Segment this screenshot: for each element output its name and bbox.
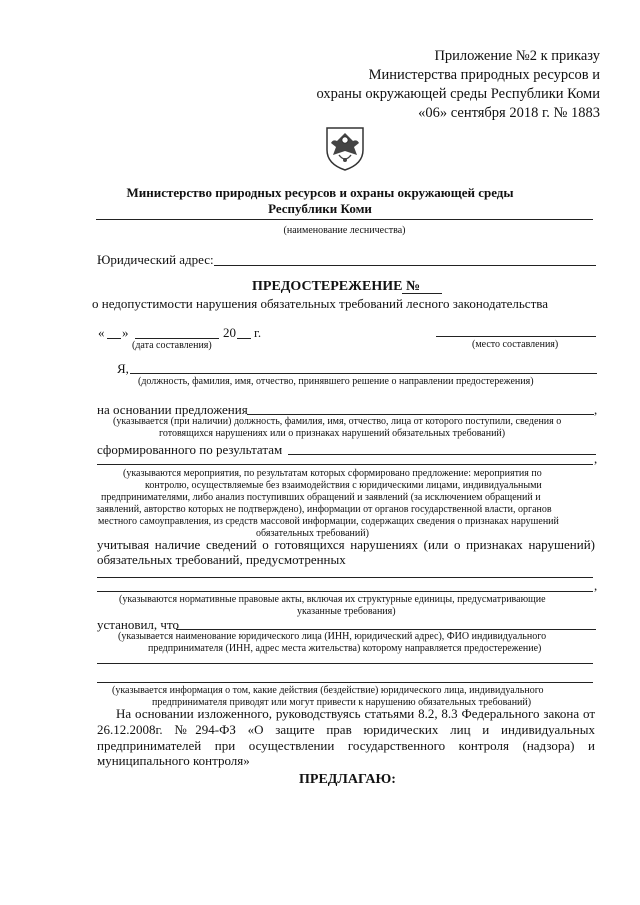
basis-paragraph-line-1: На основании изложенного, руководствуясь статьями 8.2, 8.3 Федерального закона от bbox=[116, 706, 595, 721]
ministry-name-line-2: Республики Коми bbox=[268, 201, 372, 216]
measures-caption-line-4: заявлений, авторство которых не подтверждено), информации от органов государственной власти, органов bbox=[96, 504, 552, 515]
appendix-line-1: Приложение №2 к приказу bbox=[434, 48, 600, 64]
measures-caption-line-2: контролю, осуществляемые без взаимодействия с юридическими лицами, индивидуальными bbox=[145, 480, 542, 491]
measures-caption-line-3: предпринимателями, либо анализ поступивших обращений и заявлений (за исключением обращений и bbox=[101, 492, 541, 503]
formed-label: сформированного по результатам bbox=[97, 442, 283, 457]
acts-caption-line-1: (указываются нормативные правовые акты, включая их структурные единицы, предусматривающие bbox=[119, 594, 546, 605]
entity-field[interactable] bbox=[176, 629, 596, 630]
basis-comma: , bbox=[594, 402, 598, 417]
actions-field-1[interactable] bbox=[97, 663, 593, 664]
formed-field-2[interactable] bbox=[97, 464, 593, 465]
appendix-line-4: «06» сентября 2018 г. № 1883 bbox=[418, 105, 600, 121]
formed-comma: , bbox=[594, 451, 598, 466]
legal-address-label: Юридический адрес: bbox=[97, 252, 214, 267]
acts-field-2[interactable] bbox=[97, 591, 593, 592]
entity-caption-line-1: (указывается наименование юридического лица (ИНН, юридический адрес), ФИО индивидуального bbox=[118, 631, 547, 642]
date-year-prefix: 20 bbox=[223, 325, 236, 340]
actions-caption-line-2: предпринимателя приводят или могут привести к нарушению обязательных требований) bbox=[152, 697, 532, 708]
basis-field[interactable] bbox=[247, 414, 594, 415]
basis-label: на основании предложения bbox=[97, 402, 248, 417]
i-label: Я, bbox=[117, 361, 129, 376]
date-year-field[interactable] bbox=[237, 338, 251, 339]
date-caption: (дата составления) bbox=[132, 340, 212, 351]
basis-paragraph-line-2: 26.12.2008г. №294-ФЗ «О защите прав юридических лиц и индивидуальных bbox=[97, 722, 595, 737]
forestry-caption: (наименование лесничества) bbox=[283, 225, 406, 236]
basis-paragraph-line-3: предпринимателей при осуществлении государственного контроля (надзора) и bbox=[97, 738, 595, 753]
measures-caption-line-5: местного самоуправления, из средств массовой информации, содержащих сведения о признаках нарушений bbox=[98, 516, 559, 527]
entity-caption-line-2: предпринимателя (ИНН, адрес места жительства) которому направляется предостережение) bbox=[148, 643, 542, 654]
forestry-name-line bbox=[96, 219, 593, 220]
komi-republic-coat-of-arms-icon bbox=[322, 124, 368, 172]
considering-line-2: обязательных требований, предусмотренных bbox=[97, 552, 346, 567]
date-close-quote: » bbox=[122, 325, 129, 340]
formed-field-1[interactable] bbox=[288, 454, 596, 455]
propose-heading: ПРЕДЛАГАЮ: bbox=[299, 772, 396, 787]
date-day-field[interactable] bbox=[107, 338, 121, 339]
date-year-suffix: г. bbox=[254, 325, 262, 340]
established-label: установил, что bbox=[97, 617, 179, 632]
official-caption: (должность, фамилия, имя, отчество, принявшего решение о направлении предостережения) bbox=[138, 376, 534, 387]
actions-field-2[interactable] bbox=[97, 682, 593, 683]
warning-number-field[interactable] bbox=[402, 293, 442, 294]
actions-caption-line-1: (указывается информация о том, какие действия (бездействие) юридического лица, индивидуального bbox=[112, 685, 544, 696]
appendix-line-3: охраны окружающей среды Республики Коми bbox=[316, 86, 600, 102]
ministry-name-line-1: Министерство природных ресурсов и охраны окружающей среды bbox=[126, 185, 514, 200]
basis-caption-line-2: готовящихся нарушениях или о признаках нарушений обязательных требований) bbox=[159, 428, 506, 439]
date-month-field[interactable] bbox=[135, 338, 219, 339]
appendix-line-2: Министерства природных ресурсов и bbox=[368, 67, 600, 83]
basis-caption-line-1: (указывается (при наличии) должность, фамилия, имя, отчество, лица от которого поступили, сведения о bbox=[113, 416, 562, 427]
place-field[interactable] bbox=[436, 336, 596, 337]
place-caption: (место составления) bbox=[472, 339, 559, 350]
acts-comma: , bbox=[594, 578, 598, 593]
date-open-quote: « bbox=[98, 325, 105, 340]
legal-address-field[interactable] bbox=[214, 265, 596, 266]
acts-caption-line-2: указанные требования) bbox=[297, 606, 396, 617]
document-subtitle: о недопустимости нарушения обязательных требований лесного законодательства bbox=[91, 296, 548, 311]
document-title: ПРЕДОСТЕРЕЖЕНИЕ № bbox=[252, 279, 421, 294]
official-name-field[interactable] bbox=[130, 373, 597, 374]
measures-caption-line-6: обязательных требований) bbox=[256, 528, 369, 539]
acts-field-1[interactable] bbox=[97, 577, 593, 578]
considering-line-1: учитывая наличие сведений о готовящихся нарушениях (или о признаках нарушений) bbox=[97, 537, 595, 552]
basis-paragraph-line-4: муниципального контроля» bbox=[97, 753, 250, 768]
measures-caption-line-1: (указываются мероприятия, по результатам которых сформировано предложение: мероприятия по bbox=[123, 468, 542, 479]
